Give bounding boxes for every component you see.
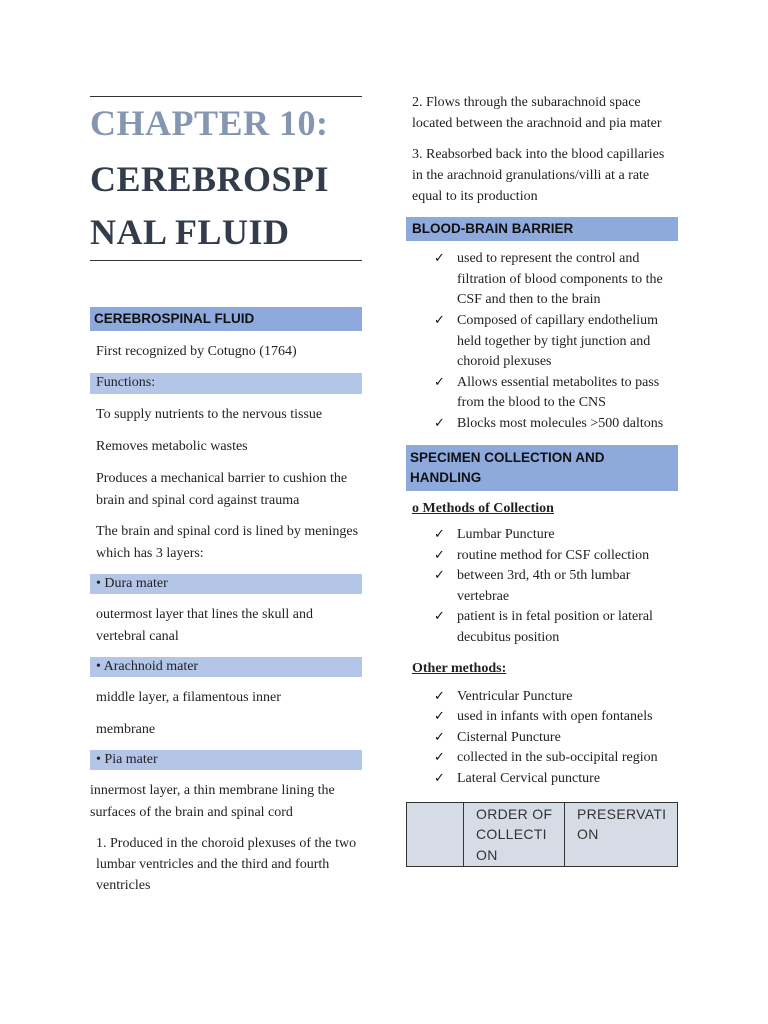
checkmark-icon: ✓: [434, 547, 445, 563]
checkmark-icon: ✓: [434, 729, 445, 745]
title-top-rule: [90, 96, 362, 97]
section-heading-bbb: BLOOD-BRAIN BARRIER: [406, 217, 678, 241]
other-methods-heading: Other methods:: [412, 660, 507, 676]
checkmark-icon: ✓: [434, 609, 445, 625]
list-item: ✓ Composed of capillary endothelium held together by tight junction and choroid plexuses: [434, 313, 659, 370]
list-item: ✓ used in infants with open fontanels: [406, 707, 678, 728]
collection-table: [406, 802, 678, 868]
table-header-cell: PRESERVATION: [565, 802, 678, 867]
list-item: ✓ Lumbar Puncture: [406, 525, 678, 546]
chapter-title: CEREBROSPINAL FLUID: [90, 159, 330, 252]
list-item: ✓ Ventricular Puncture: [406, 687, 678, 708]
list-item: ✓ routine method for CSF collection: [406, 546, 678, 567]
list-item: ✓ collected in the sub-occipital region: [406, 748, 678, 769]
csf-step-3: 3. Reabsorbed back into the blood capillaries in the arachnoid granulations/villi at a rate equal to its production: [412, 147, 665, 204]
section-heading-specimen: SPECIMEN COLLECTION AND HANDLING: [406, 445, 678, 492]
layer-name-pia: • Pia mater: [90, 750, 362, 770]
list-item: ✓ Lateral Cervical puncture: [406, 769, 678, 790]
checkmark-icon: ✓: [434, 750, 445, 766]
layer-name-arachnoid: • Arachnoid mater: [90, 657, 362, 677]
section-heading-csf: CEREBROSPINAL FLUID: [90, 307, 362, 331]
checkmark-icon: ✓: [434, 374, 445, 390]
list-item: ✓ Blocks most molecules >500 daltons: [406, 414, 678, 435]
right-column: [406, 92, 678, 867]
left-column: [90, 96, 362, 896]
list-item: ✓ used to represent the control and filtration of blood components to the CSF and then to the brain: [434, 251, 663, 308]
list-item: ✓ Allows essential metabolites to pass from the blood to the CNS: [434, 374, 660, 411]
layer-name-dura: • Dura mater: [90, 574, 362, 594]
list-item: ✓ Cisternal Puncture: [406, 728, 678, 749]
function-item: The brain and spinal cord is lined by meninges which has 3 layers:: [96, 523, 359, 561]
bbb-list: [406, 249, 678, 434]
checkmark-icon: ✓: [434, 527, 445, 543]
function-item: Produces a mechanical barrier to cushion the brain and spinal cord against trauma: [96, 470, 348, 508]
layer-desc-pia: innermost layer, a thin membrane lining the surfaces of the brain and spinal cord: [90, 783, 335, 821]
paragraph-first-recognized: First recognized by Cotugno (1764): [96, 344, 297, 360]
function-item: Removes metabolic wastes: [96, 438, 248, 454]
chapter-number: CHAPTER 10:: [90, 103, 329, 143]
methods-heading: o Methods of Collection: [412, 501, 554, 517]
function-item: To supply nutrients to the nervous tissue: [96, 406, 323, 422]
csf-step-1: 1. Produced in the choroid plexuses of the two lumbar ventricles and the third and fourth ventricles: [96, 836, 357, 894]
table-header-cell: [407, 802, 464, 867]
layer-desc-arachnoid: middle layer, a filamentous inner: [96, 689, 281, 705]
list-item: ✓ between 3rd, 4th or 5th lumbar vertebrae: [434, 568, 631, 604]
other-methods-list: [406, 687, 678, 790]
layer-desc-arachnoid-cont: membrane: [96, 721, 156, 737]
title-bottom-rule: [90, 260, 362, 261]
layer-desc-dura: outermost layer that lines the skull and vertebral canal: [96, 606, 313, 644]
checkmark-icon: ✓: [434, 709, 445, 725]
checkmark-icon: ✓: [434, 568, 445, 584]
functions-label: Functions:: [90, 373, 362, 393]
methods-list: [406, 525, 678, 649]
checkmark-icon: ✓: [434, 771, 445, 787]
table-header-cell: ORDER OF COLLECTION: [464, 802, 565, 867]
csf-step-2: 2. Flows through the subarachnoid space located between the arachnoid and pia mater: [412, 95, 662, 131]
checkmark-icon: ✓: [434, 416, 445, 431]
list-item: ✓ patient is in fetal position or lateral decubitus position: [434, 609, 653, 646]
table-row: [407, 802, 678, 867]
checkmark-icon: ✓: [434, 313, 445, 329]
checkmark-icon: ✓: [434, 251, 445, 267]
checkmark-icon: ✓: [434, 688, 445, 704]
